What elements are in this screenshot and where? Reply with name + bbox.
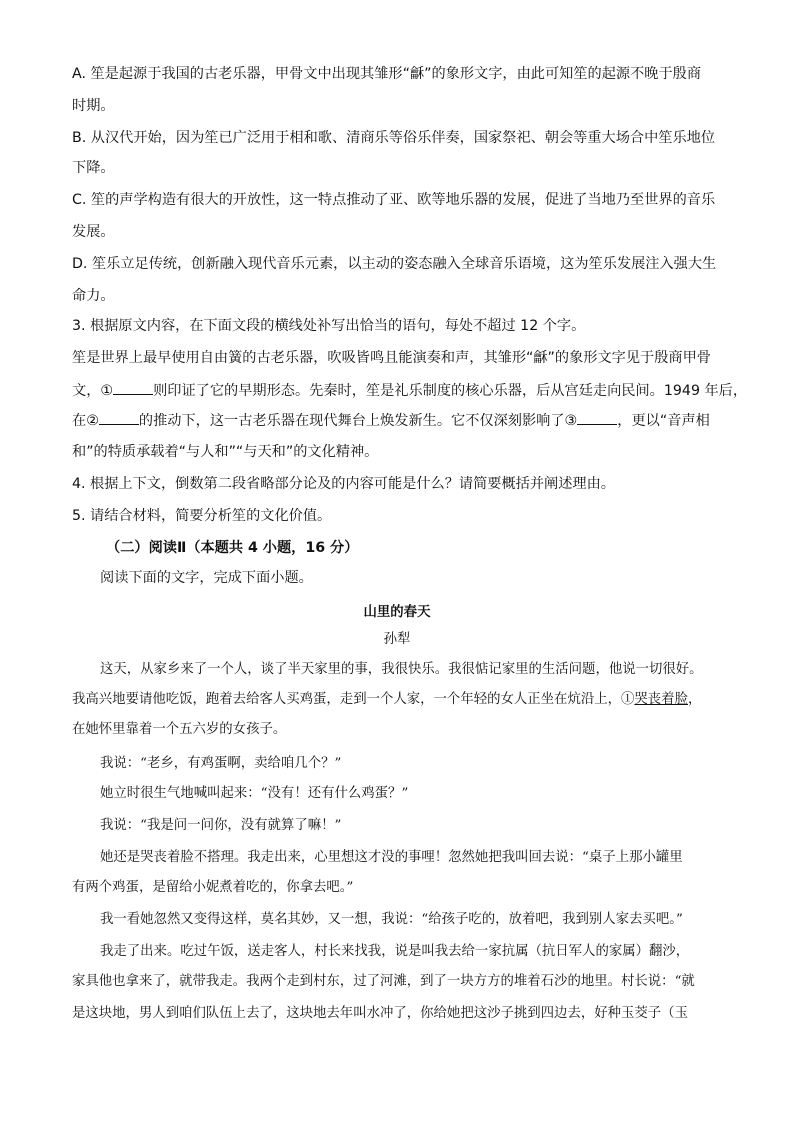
option-a-line2: 时期。 [72,98,115,114]
story-paragraph-7-line1: 我走了出来。吃过午饭，送走客人，村长来找我，说是叫我去给一家抗属（抗日军人的家属）翻沙， [100,944,690,959]
option-a-line1: A. 笙是起源于我国的古老乐器，甲骨文中出现其雏形“龢”的象形文字，由此可知笙的起源不晚于殷商 [72,66,702,82]
question-4: 4. 根据上下文，倒数第二段省略部分论及的内容可能是什么？请简要概括并阐述理由。 [72,476,615,492]
question-3-prompt: 3. 根据原文内容，在下面文段的横线处补写出恰当的语句，每处不超过 12 个字。 [72,318,586,334]
q3-text-segment: 的推动下，这一古老乐器在现代舞台上焕发新生。它不仅深刻影响了③ [138,413,578,429]
section-2-heading: （二）阅读Ⅱ（本题共 4 小题，16 分） [106,540,359,556]
story-author: 孙犁 [383,632,411,647]
q3-text-segment: ，更以“音声相 [617,413,710,429]
question-3-passage-line3 [72,410,722,431]
story-paragraph-1-line1: 这天，从家乡来了一个人，谈了半天家里的事，我很快乐。我很惦记家里的生活问题，他说一切很好。 [100,662,703,677]
question-3-passage-line4: 和”的特质承载着“与人和”“与天和”的文化精神。 [72,444,379,460]
q3-text-segment: 在② [72,413,99,429]
fill-blank-3[interactable] [577,410,617,425]
option-b-line1: B. 从汉代开始，因为笙已广泛用于相和歌、清商乐等俗乐伴奏，国家祭祀、朝会等重大场合中笙乐地位 [72,130,716,146]
story-paragraph-7-line2: 家具他也拿来了，就带我走。我两个走到村东，过了河滩，到了一块方方的堆着石沙的地里。村长说：“就 [72,974,695,989]
story-paragraph-5-line2: 有两个鸡蛋，是留给小妮煮着吃的，你拿去吧。” [72,880,354,895]
story-paragraph-6: 我一看她忽然又变得这样，莫名其妙，又一想，我说：“给孩子吃的，放着吧，我到别人家去买吧。” [100,912,683,927]
option-d-line2: 命力。 [72,288,115,304]
option-c-line1: C. 笙的声学构造有很大的开放性，这一特点推动了亚、欧等地乐器的发展，促进了当地乃至世界的音乐 [72,192,716,208]
story-paragraph-1-line2 [72,690,722,710]
section-2-instruction: 阅读下面的文字，完成下面小题。 [100,570,313,586]
story-paragraph-7-line3: 是这块地，男人到咱们队伍上去了，这块地去年叫水冲了，你给她把这沙子挑到四边去，好种玉茭子（玉 [72,1006,688,1021]
fill-blank-1[interactable] [113,380,153,395]
fill-blank-2[interactable] [99,410,139,425]
story-text-segment: 我高兴地要请他吃饭，跑着去给客人买鸡蛋，走到一个人家，一个年轻的女人正坐在炕沿上，① [72,692,635,707]
option-b-line2: 下降。 [72,160,115,176]
q3-text-segment: 则印证了它的早期形态。先秦时，笙是礼乐制度的核心乐器，后从宫廷走向民间。1949 年后， [153,383,748,399]
story-title: 山里的春天 [363,604,431,620]
question-5: 5. 请结合材料，简要分析笙的文化价值。 [72,508,332,524]
story-text-segment: ， [687,692,702,707]
option-c-line2: 发展。 [72,224,115,240]
story-paragraph-2: 我说：“老乡，有鸡蛋啊，卖给咱几个？” [100,756,342,771]
q3-text-segment: 文，① [72,383,114,399]
question-3-passage-line2 [72,380,748,401]
story-paragraph-3: 她立时很生气地喊叫起来：“没有！还有什么鸡蛋？” [100,786,409,801]
underlined-phrase: 哭丧着脸 [634,692,688,707]
option-d-line1: D. 笙乐立足传统，创新融入现代音乐元素，以主动的姿态融入全球音乐语境，这为笙乐发展注入强大生 [72,256,717,272]
story-paragraph-1-line3: 在她怀里靠着一个五六岁的女孩子。 [72,722,287,737]
story-paragraph-4: 我说：“我是问一问你，没有就算了嘛！” [100,818,342,833]
story-paragraph-5-line1: 她还是哭丧着脸不搭理。我走出来，心里想这才没的事哩！忽然她把我叫回去说：“桌子上那小罐里 [100,850,683,865]
question-3-passage-line1: 笙是世界上最早使用自由簧的古老乐器，吹吸皆鸣且能演奏和声，其雏形“龢”的象形文字见于殷商甲骨 [72,350,711,366]
